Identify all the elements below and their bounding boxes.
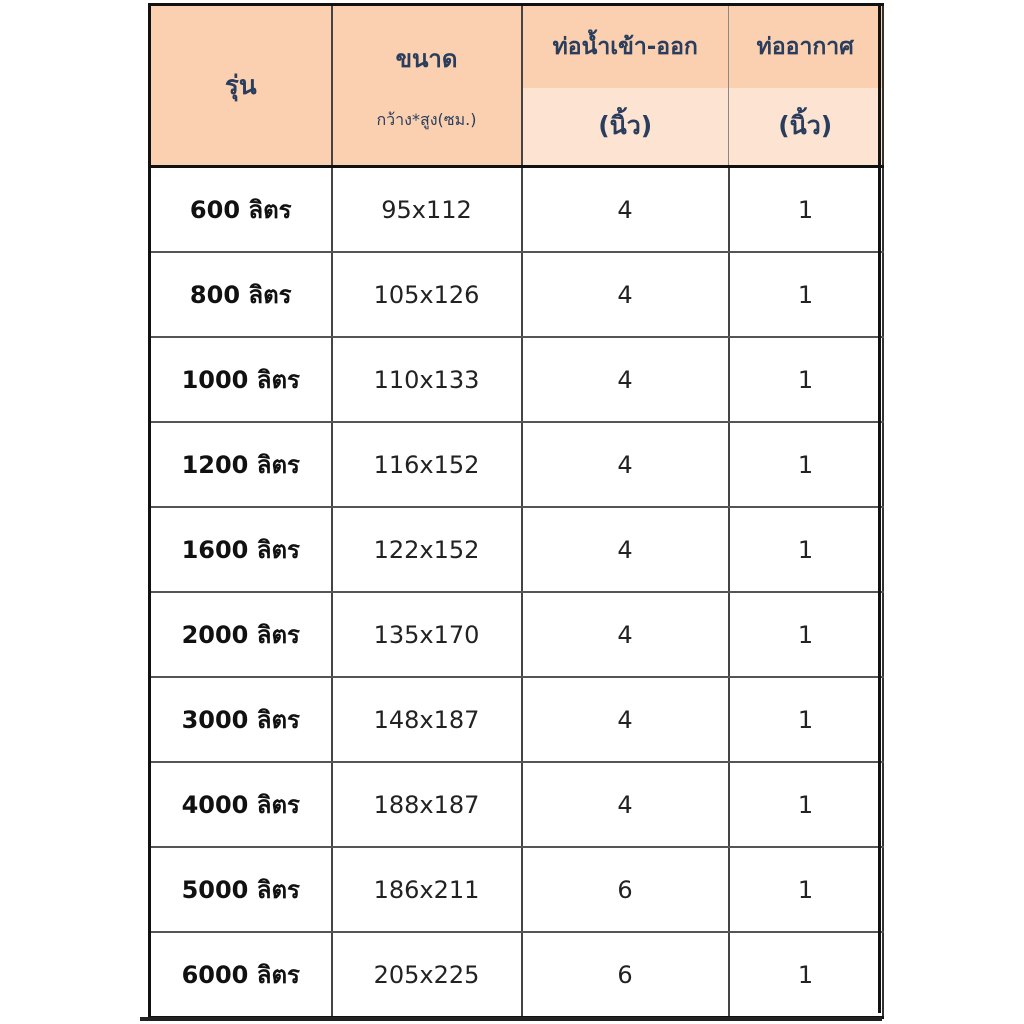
cell-size: 135x170 (332, 592, 522, 677)
table-row (150, 167, 883, 253)
cell-water-pipe: 6 (522, 932, 729, 1018)
cell-model: 1200 ลิตร (150, 422, 332, 507)
cell-model: 1000 ลิตร (150, 337, 332, 422)
cell-air-pipe: 1 (729, 337, 883, 422)
cell-model: 6000 ลิตร (150, 932, 332, 1018)
cell-model: 5000 ลิตร (150, 847, 332, 932)
cell-size: 95x112 (332, 167, 522, 253)
table-row (150, 337, 883, 422)
cell-air-pipe: 1 (729, 932, 883, 1018)
table-row (150, 932, 883, 1018)
table-row (150, 252, 883, 337)
table-body (150, 167, 883, 1018)
cell-water-pipe: 4 (522, 592, 729, 677)
header-air-pipe: ท่ออากาศ (729, 5, 883, 88)
cell-model: 800 ลิตร (150, 252, 332, 337)
table-row (150, 677, 883, 762)
cell-water-pipe: 4 (522, 677, 729, 762)
cell-size: 148x187 (332, 677, 522, 762)
header-size: ขนาด (332, 5, 522, 88)
cell-model: 1600 ลิตร (150, 507, 332, 592)
cell-water-pipe: 4 (522, 762, 729, 847)
cell-air-pipe: 1 (729, 677, 883, 762)
cell-model: 3000 ลิตร (150, 677, 332, 762)
cell-air-pipe: 1 (729, 167, 883, 253)
cell-size: 188x187 (332, 762, 522, 847)
cell-model: 2000 ลิตร (150, 592, 332, 677)
cell-size: 205x225 (332, 932, 522, 1018)
table-row (150, 507, 883, 592)
cell-water-pipe: 6 (522, 847, 729, 932)
cell-size: 110x133 (332, 337, 522, 422)
table-right-border (878, 3, 881, 1013)
table-header (150, 5, 883, 167)
cell-air-pipe: 1 (729, 252, 883, 337)
cell-air-pipe: 1 (729, 507, 883, 592)
cell-water-pipe: 4 (522, 422, 729, 507)
cell-size: 122x152 (332, 507, 522, 592)
header-size-sub: กว้าง*สูง(ซม.) (332, 88, 522, 167)
table-row (150, 592, 883, 677)
cell-air-pipe: 1 (729, 847, 883, 932)
table-row (150, 422, 883, 507)
cell-size: 116x152 (332, 422, 522, 507)
cell-water-pipe: 4 (522, 167, 729, 253)
cell-model: 4000 ลิตร (150, 762, 332, 847)
header-water-pipe-unit: (นิ้ว) (522, 88, 729, 167)
cell-air-pipe: 1 (729, 762, 883, 847)
cell-model: 600 ลิตร (150, 167, 332, 253)
table-row (150, 762, 883, 847)
spec-table (148, 3, 884, 1019)
cell-size: 186x211 (332, 847, 522, 932)
bottom-divider (140, 1017, 882, 1021)
cell-water-pipe: 4 (522, 507, 729, 592)
header-model: รุ่น (150, 5, 332, 167)
cell-air-pipe: 1 (729, 422, 883, 507)
header-water-pipe: ท่อน้ำเข้า-ออก (522, 5, 729, 88)
cell-size: 105x126 (332, 252, 522, 337)
table-row (150, 847, 883, 932)
cell-air-pipe: 1 (729, 592, 883, 677)
header-air-pipe-unit: (นิ้ว) (729, 88, 883, 167)
cell-water-pipe: 4 (522, 252, 729, 337)
cell-water-pipe: 4 (522, 337, 729, 422)
